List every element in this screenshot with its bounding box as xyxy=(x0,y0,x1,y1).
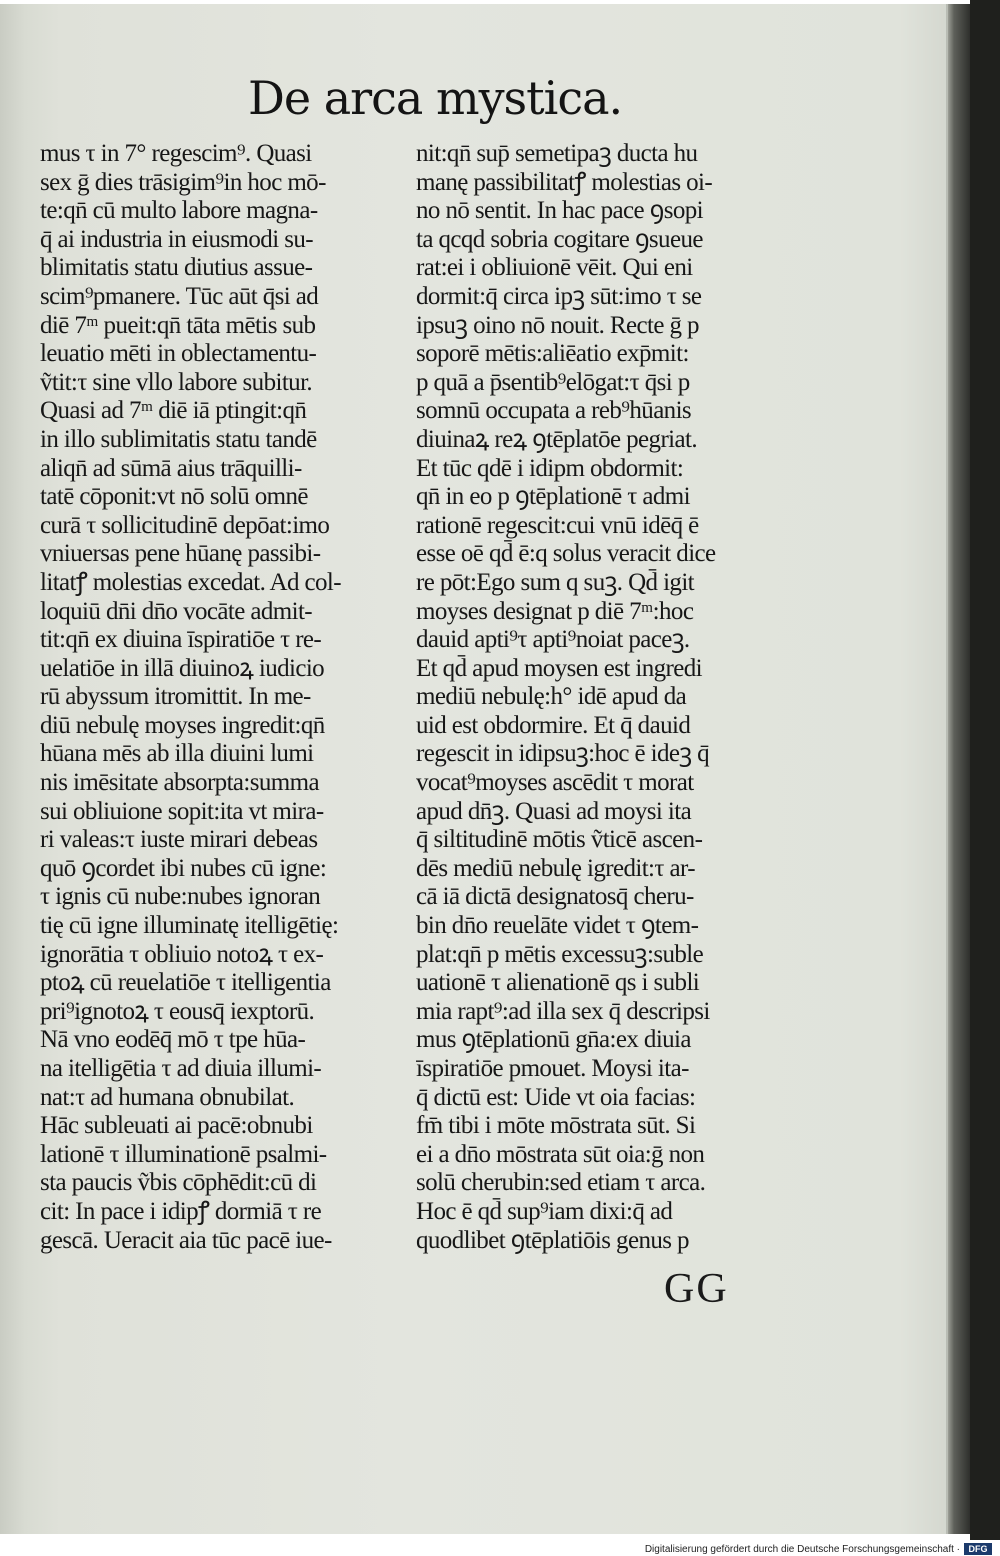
text-line: Nā vno eodēq̄ mō τ tpe hūa- xyxy=(40,1026,306,1054)
text-line: sui obliuione sopit:ita vt mira- xyxy=(40,797,324,825)
text-line: te:qn̄ cū multo labore magna- xyxy=(40,197,318,225)
text-line: sex ḡ dies trāsigim⁹in hoc mō- xyxy=(40,168,326,196)
text-line: rat:ei i obliuionē vēit. Qui eni xyxy=(416,254,693,282)
text-line: aliqn̄ ad sūmā aius trāquilli- xyxy=(40,454,302,482)
text-line: dēs mediū nebulę igredit:τ ar- xyxy=(416,854,695,882)
text-line: mus ꝯtēplationū gn̄a:ex diuia xyxy=(416,1026,691,1054)
text-line: nit:qn̄ sup̄ semetipaꝫ ducta hu xyxy=(416,140,698,167)
text-line: uid est obdormire. Et q̄ dauid xyxy=(416,711,691,739)
text-line: diū nebulę moyses ingredit:qn̄ xyxy=(40,711,325,739)
text-line: dormit:q̄ circa ipꝫ sūt:imo τ se xyxy=(416,282,702,310)
text-line: pri⁹ignotoꝝ τ eousq̄ iexptorū. xyxy=(40,997,315,1025)
text-line: bin dn̄o reuelāte videt τ ꝯtem- xyxy=(416,912,699,940)
text-line: tit:qn̄ ex diuina īspiratiōe τ re- xyxy=(40,626,322,654)
text-line: fm̄ tibi i mōte mōstrata sūt. Si xyxy=(416,1112,696,1140)
text-line: mia rapt⁹:ad illa sex q̄ descripsi xyxy=(416,997,710,1025)
text-line: manę passibilitatꝭ molestias oi- xyxy=(416,168,713,196)
text-line: q̄ dictū est: Uide vt oia facias: xyxy=(416,1083,696,1111)
text-line: tię cū igne illuminatę itelligētię: xyxy=(40,912,339,940)
text-line: quō ꝯcordet ibi nubes cū igne: xyxy=(40,854,327,882)
text-line: Quasi ad 7ᵐ diē iā ptingit:qn̄ xyxy=(40,397,307,425)
text-line: Et qd̄ apud moysen est ingredi xyxy=(416,654,703,682)
text-line: apud dn̄ꝫ. Quasi ad moysi ita xyxy=(416,797,692,825)
text-line: cā iā dictā designatosq̄ cheru- xyxy=(416,883,694,911)
text-line: qn̄ in eo p ꝯtēplationē τ admi xyxy=(416,483,690,511)
text-line: re pōt:Ego sum q suꝫ. Qd̄ igit xyxy=(416,568,695,596)
text-line: ptoꝝ cū reuelatiōe τ itelligentia xyxy=(40,969,331,997)
text-line: ṽtit:τ sine vllo labore subitur. xyxy=(40,368,313,396)
signature-mark: GG xyxy=(664,1266,729,1312)
text-line: litatꝭ molestias excedat. Ad col- xyxy=(40,568,341,596)
funding-notice: Digitalisierung gefördert durch die Deutsche Forschungsgemeinschaft · xyxy=(644,1544,960,1555)
text-line: vocat⁹moyses ascēdit τ morat xyxy=(416,769,694,797)
text-line: p quā a p̄sentib⁹elōgat:τ q̄si p xyxy=(416,368,690,396)
text-line: nis imēsitate absorpta:summa xyxy=(40,769,319,797)
text-line: q̄ ai industria in eiusmodi su- xyxy=(40,225,313,253)
text-line: ipsuꝫ oino nō nouit. Recte ḡ p xyxy=(416,311,699,339)
text-line: uationē τ alienationē qs i subli xyxy=(416,969,700,997)
page-heading: De arca mystica. xyxy=(248,71,623,125)
text-line: somnū occupata a reb⁹hūanis xyxy=(416,397,692,425)
text-line: plat:qn̄ p mētis excessuꝫ:suble xyxy=(416,940,704,968)
text-line: sta paucis ṽbis cōphēdit:cū di xyxy=(40,1169,317,1197)
text-line: uelatiōe in illā diuinoꝝ iudicio xyxy=(40,654,325,682)
text-line: moyses designat p diē 7ᵐ:hoc xyxy=(416,597,694,625)
text-line: in illo sublimitatis statu tandē xyxy=(40,425,317,453)
text-line: ta qcqd sobria cogitare ꝯsueue xyxy=(416,225,703,253)
text-line: leuatio mēti in oblectamentu- xyxy=(40,340,317,368)
text-line: īspiratiōe pmouet. Moysi ita- xyxy=(416,1055,689,1082)
text-line: na itelligētia τ ad diuia illumi- xyxy=(40,1055,322,1082)
text-line: lationē τ illuminationē psalmi- xyxy=(40,1140,327,1168)
text-line: nat:τ ad humana obnubilat. xyxy=(40,1083,295,1111)
text-line: blimitatis statu diutius assue- xyxy=(40,254,313,282)
text-line: gescā. Ueracit aia tūc pacē iue- xyxy=(40,1226,332,1254)
text-line: curā τ sollicitudinē depōat:imo xyxy=(40,511,330,539)
text-line: hūana mēs ab illa diuini lumi xyxy=(40,740,314,768)
text-column-right xyxy=(416,140,788,1255)
text-line: diē 7ᵐ pueit:qn̄ tāta mētis sub xyxy=(40,311,316,339)
text-line: Et tūc qdē i idipm obdormit: xyxy=(416,454,684,482)
text-line: rationē regescit:cui vnū idēq̄ ē xyxy=(416,511,699,539)
text-line: ei a dn̄o mōstrata sūt oia:ḡ non xyxy=(416,1140,705,1168)
text-line: ignorātia τ obliuio notoꝝ τ ex- xyxy=(40,940,324,968)
page-edge xyxy=(948,4,970,1534)
text-line: scim⁹pmanere. Tūc aūt q̄si ad xyxy=(40,282,319,310)
text-line: mus τ in 7° regescim⁹. Quasi xyxy=(40,140,312,167)
text-line: dauid apti⁹τ apti⁹noiat paceꝫ. xyxy=(416,626,690,654)
text-line: soporē mētis:aliēatio exp̄mit: xyxy=(416,340,689,368)
text-line: ri valeas:τ iuste mirari debeas xyxy=(40,826,318,854)
text-line: Hāc subleuati ai pacē:obnubi xyxy=(40,1112,313,1140)
text-line: tatē cōponit:vt nō solū omnē xyxy=(40,483,308,511)
dfg-logo: DFG xyxy=(964,1543,992,1555)
text-line: regescit in idipsuꝫ:hoc ē ideꝫ q̄ xyxy=(416,740,710,768)
text-column-left xyxy=(40,140,412,1255)
text-line: q̄ siltitudinē mōtis ṽticē ascen- xyxy=(416,826,703,854)
text-line: Hoc ē qd̄ sup⁹iam dixi:q̄ ad xyxy=(416,1197,673,1225)
text-line: vniuersas pene hūanę passibi- xyxy=(40,540,321,568)
text-line: esse oē qd̄ ē:q solus veracit dice xyxy=(416,540,716,568)
text-line: cit: In pace i idipꝭ dormiā τ re xyxy=(40,1197,322,1225)
text-line: rū abyssum itromittit. In me- xyxy=(40,683,311,711)
text-line: τ ignis cū nube:nubes ignoran xyxy=(40,883,321,911)
text-line: loquiū dn̄i dn̄o vocāte admit- xyxy=(40,597,313,625)
text-line: mediū nebulę:h° idē apud da xyxy=(416,683,687,711)
scan-border xyxy=(970,0,1000,1540)
text-line: diuinaꝝ reꝝ ꝯtēplatōe pegriat. xyxy=(416,425,698,453)
text-line: quodlibet ꝯtēplatiōis genus p xyxy=(416,1226,689,1254)
text-line: solū cherubin:sed etiam τ arca. xyxy=(416,1169,706,1197)
text-line: no nō sentit. In hac pace ꝯsopi xyxy=(416,197,703,225)
